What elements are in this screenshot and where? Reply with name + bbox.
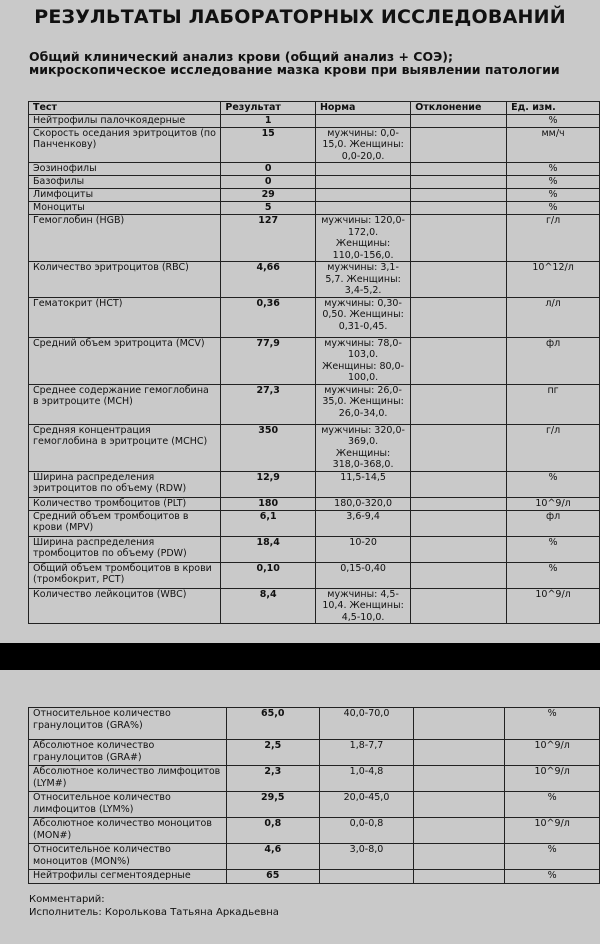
unit-value: % (507, 189, 600, 202)
unit-value: 10^12/л (507, 262, 600, 298)
result-value: 0 (221, 176, 316, 189)
deviation-value (411, 510, 507, 536)
result-value: 0,10 (221, 562, 316, 588)
table-row (29, 792, 600, 818)
test-name: Скорость оседания эритроцитов (по Панченкову) (29, 127, 221, 163)
result-value: 4,66 (221, 262, 316, 298)
table-row (29, 766, 600, 792)
deviation-value (411, 471, 507, 497)
unit-value: % (507, 536, 600, 562)
result-value: 350 (221, 424, 316, 471)
table-row (29, 384, 600, 424)
table-row (29, 262, 600, 298)
table-row (29, 471, 600, 497)
unit-value: 10^9/л (507, 497, 600, 510)
norm-range: 40,0-70,0 (319, 708, 413, 740)
result-value: 29 (221, 189, 316, 202)
table-row (29, 215, 600, 262)
test-name: Относительное количество лимфоцитов (LYM%) (29, 792, 227, 818)
test-name: Базофилы (29, 176, 221, 189)
unit-value: % (505, 792, 600, 818)
norm-range: 0,15-0,40 (315, 562, 410, 588)
norm-range: мужчины: 120,0-172,0. Женщины: 110,0-156,0. (315, 215, 410, 262)
table-row (29, 163, 600, 176)
deviation-value (411, 215, 507, 262)
table-row (29, 297, 600, 337)
test-name: Абсолютное количество лимфоцитов (LYM#) (29, 766, 227, 792)
table-header-row (29, 102, 600, 115)
deviation-value (411, 424, 507, 471)
test-name: Ширина распределения тромбоцитов по объему (PDW) (29, 536, 221, 562)
norm-range (315, 163, 410, 176)
unit-value: 10^9/л (505, 818, 600, 844)
result-value: 180 (221, 497, 316, 510)
test-name: Нейтрофилы палочкоядерные (29, 114, 221, 127)
table-row (29, 844, 600, 870)
result-value: 18,4 (221, 536, 316, 562)
test-name: Средний объем тромбоцитов в крови (MPV) (29, 510, 221, 536)
deviation-value (411, 202, 507, 215)
norm-range (315, 189, 410, 202)
result-value: 65 (226, 870, 319, 884)
test-name: Абсолютное количество моноцитов (MON#) (29, 818, 227, 844)
col-header-result: Результат (221, 102, 316, 115)
norm-range (319, 870, 413, 884)
comment-label: Комментарий: (29, 894, 105, 905)
result-value: 65,0 (226, 708, 319, 740)
col-header-unit: Ед. изм. (507, 102, 600, 115)
table-row (29, 740, 600, 766)
deviation-value (414, 766, 505, 792)
table-row (29, 114, 600, 127)
test-name: Общий объем тромбоцитов в крови (тромбокрит, PCT) (29, 562, 221, 588)
unit-value: % (505, 870, 600, 884)
test-name: Лимфоциты (29, 189, 221, 202)
deviation-value (414, 740, 505, 766)
unit-value: мм/ч (507, 127, 600, 163)
deviation-value (411, 127, 507, 163)
result-value: 12,9 (221, 471, 316, 497)
norm-range: 20,0-45,0 (319, 792, 413, 818)
table-row (29, 562, 600, 588)
norm-range: 3,6-9,4 (315, 510, 410, 536)
result-value: 127 (221, 215, 316, 262)
performer-line: Исполнитель: Королькова Татьяна Аркадьевна (29, 907, 279, 918)
test-name: Количество лейкоцитов (WBC) (29, 588, 221, 624)
norm-range: 3,0-8,0 (319, 844, 413, 870)
norm-range: мужчины: 320,0-369,0. Женщины: 318,0-368,0. (315, 424, 410, 471)
deviation-value (411, 536, 507, 562)
test-name: Нейтрофилы сегментоядерные (29, 870, 227, 884)
test-name: Гемоглобин (HGB) (29, 215, 221, 262)
redaction-band (0, 643, 600, 670)
table-row (29, 536, 600, 562)
deviation-value (414, 792, 505, 818)
col-header-test: Тест (29, 102, 221, 115)
table-row (29, 870, 600, 884)
table-row (29, 424, 600, 471)
table-row (29, 818, 600, 844)
deviation-value (411, 337, 507, 384)
unit-value: фл (507, 337, 600, 384)
table-row (29, 202, 600, 215)
table-row (29, 497, 600, 510)
unit-value: % (507, 176, 600, 189)
result-value: 77,9 (221, 337, 316, 384)
norm-range: 10-20 (315, 536, 410, 562)
unit-value: % (505, 708, 600, 740)
unit-value: % (507, 163, 600, 176)
unit-value: % (507, 562, 600, 588)
table-row (29, 127, 600, 163)
test-name: Абсолютное количество гранулоцитов (GRA#) (29, 740, 227, 766)
norm-range: мужчины: 0,30-0,50. Женщины: 0,31-0,45. (315, 297, 410, 337)
deviation-value (414, 818, 505, 844)
results-table (28, 101, 600, 624)
page-title: РЕЗУЛЬТАТЫ ЛАБОРАТОРНЫХ ИССЛЕДОВАНИЙ (34, 6, 566, 28)
norm-range: 180,0-320,0 (315, 497, 410, 510)
norm-range (315, 202, 410, 215)
deviation-value (411, 384, 507, 424)
col-header-deviation: Отклонение (411, 102, 507, 115)
norm-range (315, 114, 410, 127)
test-name: Моноциты (29, 202, 221, 215)
result-value: 0,8 (226, 818, 319, 844)
deviation-value (411, 497, 507, 510)
table-row (29, 176, 600, 189)
deviation-value (411, 163, 507, 176)
result-value: 8,4 (221, 588, 316, 624)
result-value: 4,6 (226, 844, 319, 870)
deviation-value (411, 297, 507, 337)
unit-value: г/л (507, 424, 600, 471)
unit-value: 10^9/л (505, 740, 600, 766)
test-name: Относительное количество гранулоцитов (GRA%) (29, 708, 227, 740)
deviation-value (411, 562, 507, 588)
result-value: 6,1 (221, 510, 316, 536)
result-value: 27,3 (221, 384, 316, 424)
footer (29, 893, 279, 919)
deviation-value (411, 114, 507, 127)
result-value: 29,5 (226, 792, 319, 818)
unit-value: % (507, 471, 600, 497)
table-row (29, 189, 600, 202)
test-name: Гематокрит (HCT) (29, 297, 221, 337)
deviation-value (411, 176, 507, 189)
unit-value: г/л (507, 215, 600, 262)
unit-value: 10^9/л (505, 766, 600, 792)
result-value: 1 (221, 114, 316, 127)
norm-range: 1,0-4,8 (319, 766, 413, 792)
test-name: Ширина распределения эритроцитов по объему (RDW) (29, 471, 221, 497)
table-row (29, 337, 600, 384)
norm-range: 11,5-14,5 (315, 471, 410, 497)
test-name: Количество тромбоцитов (PLT) (29, 497, 221, 510)
unit-value: фл (507, 510, 600, 536)
unit-value: % (505, 844, 600, 870)
deviation-value (411, 262, 507, 298)
unit-value: % (507, 202, 600, 215)
test-name: Среднее содержание гемоглобина в эритроците (MCH) (29, 384, 221, 424)
norm-range: мужчины: 26,0-35,0. Женщины: 26,0-34,0. (315, 384, 410, 424)
test-name: Средний объем эритроцита (MCV) (29, 337, 221, 384)
deviation-value (414, 870, 505, 884)
norm-range: мужчины: 4,5-10,4. Женщины: 4,5-10,0. (315, 588, 410, 624)
unit-value: л/л (507, 297, 600, 337)
unit-value: пг (507, 384, 600, 424)
norm-range: 1,8-7,7 (319, 740, 413, 766)
test-name: Средняя концентрация гемоглобина в эритроците (MCHC) (29, 424, 221, 471)
analysis-title: Общий клинический анализ крови (общий анализ + СОЭ); микроскопическое исследование мазка крови при выявлении патологии (29, 49, 560, 77)
deviation-value (414, 708, 505, 740)
unit-value: % (507, 114, 600, 127)
norm-range: 0,0-0,8 (319, 818, 413, 844)
test-name: Эозинофилы (29, 163, 221, 176)
deviation-value (411, 588, 507, 624)
norm-range: мужчины: 0,0-15,0. Женщины: 0,0-20,0. (315, 127, 410, 163)
table-row (29, 708, 600, 740)
table-row (29, 588, 600, 624)
result-value: 5 (221, 202, 316, 215)
deviation-value (411, 189, 507, 202)
norm-range: мужчины: 3,1-5,7. Женщины: 3,4-5,2. (315, 262, 410, 298)
result-value: 2,3 (226, 766, 319, 792)
norm-range (315, 176, 410, 189)
deviation-value (414, 844, 505, 870)
test-name: Относительное количество моноцитов (MON%) (29, 844, 227, 870)
result-value: 0,36 (221, 297, 316, 337)
col-header-norm: Норма (315, 102, 410, 115)
results-table-continued (28, 707, 600, 884)
result-value: 0 (221, 163, 316, 176)
norm-range: мужчины: 78,0-103,0. Женщины: 80,0-100,0. (315, 337, 410, 384)
unit-value: 10^9/л (507, 588, 600, 624)
table-row (29, 510, 600, 536)
result-value: 2,5 (226, 740, 319, 766)
test-name: Количество эритроцитов (RBC) (29, 262, 221, 298)
result-value: 15 (221, 127, 316, 163)
